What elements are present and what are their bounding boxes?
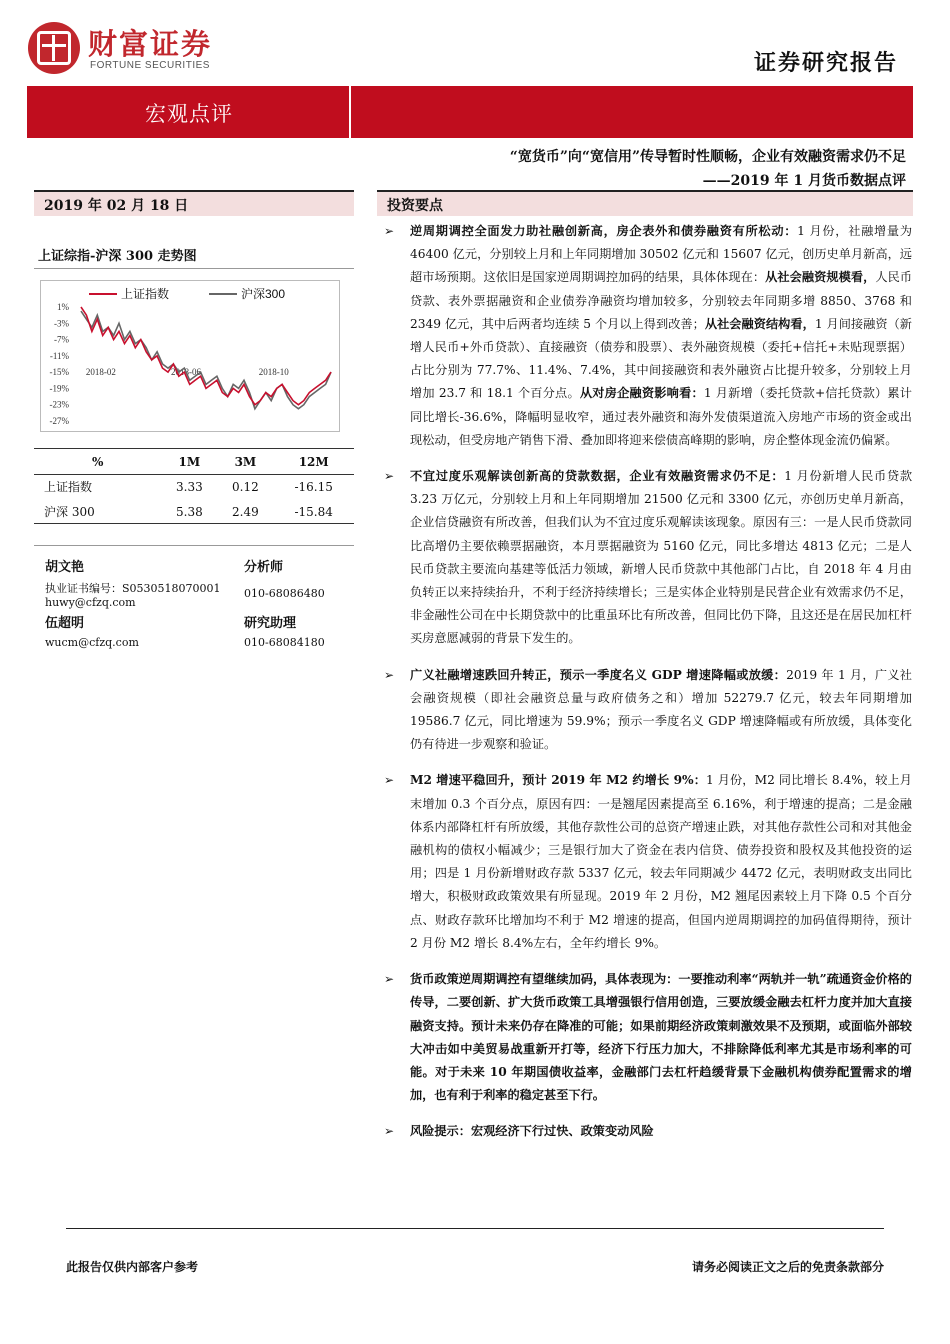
bullet-arrow-icon: ➢ xyxy=(384,224,395,238)
bullet-text: 1 月份，社融增量为 46400 亿元，分别较上月和上年同期增加 30502 亿元和 15607 亿元，创历史单月新高，远超市场预期。这依旧是国家逆周期调控加码的结果，具体体现在： xyxy=(410,224,913,285)
perf-cell: 0.12 xyxy=(232,479,259,494)
bullet-arrow-icon: ➢ xyxy=(384,773,395,788)
report-date: 2019 年 02 月 18 日 xyxy=(44,198,189,214)
analyst-email[interactable]: huwy@cfzq.com xyxy=(45,596,136,609)
bullet-text: 人民币贷款、表外票据融资和企业债券净融资均增加较多，分别较去年同期多增 8850、3768 和 2349 亿元，其中后两者均连续 5 个月以上得到改善； xyxy=(410,270,913,331)
bullet-lead: 从对房企融资影响看： xyxy=(579,386,704,401)
performance-table xyxy=(34,450,354,524)
title-banner xyxy=(27,86,913,138)
x-tick-label: 2018-06 xyxy=(171,367,202,378)
company-logo xyxy=(28,22,228,78)
perf-cell: 5.38 xyxy=(176,504,203,519)
x-tick-label: 2018-02 xyxy=(85,367,116,378)
bullet-arrow-icon: ➢ xyxy=(384,1124,395,1139)
chart-divider xyxy=(34,268,354,269)
list-item xyxy=(382,1120,912,1143)
company-name-cn: 财富证券 xyxy=(88,27,213,61)
legend-label: 沪深300 xyxy=(241,287,286,301)
perf-cell: 2.49 xyxy=(232,504,259,519)
list-item xyxy=(382,465,912,651)
perf-cell: 3.33 xyxy=(176,479,203,494)
index-chart xyxy=(40,280,340,432)
analyst-role: 分析师 xyxy=(244,560,284,575)
company-name-en: FORTUNE SECURITIES xyxy=(90,60,210,71)
x-tick-label: 2018-10 xyxy=(258,367,289,378)
y-tick-label: -11% xyxy=(49,350,69,361)
key-points-bar xyxy=(377,190,913,216)
footer-right: 请务必阅读正文之后的免责条款部分 xyxy=(691,1260,884,1274)
analyst-cert: 执业证书编号：S0530518070001 xyxy=(45,582,221,595)
analyst-phone: 010-68086480 xyxy=(244,587,325,600)
perf-cell: -15.84 xyxy=(294,504,333,519)
y-tick-label: -23% xyxy=(49,399,69,410)
bullet-text: 2019 年 1 月，广义社会融资规模（即社会融资总量与政府债务之和）增加 52279.7 亿元，较去年同期增加 19586.7 亿元，同比增速为 59.9%；预示一季度名义 GDP 增速降幅或有所放缓，具体变化仍有待进一步观察和验证。 xyxy=(410,667,912,752)
y-tick-label: -27% xyxy=(49,416,69,426)
perf-cell: 沪深 300 xyxy=(44,505,95,519)
report-headline xyxy=(510,145,906,193)
legend-label: 上证指数 xyxy=(121,287,170,301)
analyst-name: 胡文艳 xyxy=(45,560,85,575)
perf-cell: 上证指数 xyxy=(44,480,93,495)
bullet-lead: 从社会融资结构看， xyxy=(704,316,815,331)
date-bar xyxy=(34,190,354,216)
perf-table-top-rule xyxy=(34,448,354,449)
analyst-divider xyxy=(34,545,354,546)
y-tick-label: -3% xyxy=(54,318,69,329)
footer-left: 此报告仅供内部客户参考 xyxy=(66,1260,199,1274)
bullet-arrow-icon: ➢ xyxy=(384,972,395,987)
key-points-title: 投资要点 xyxy=(387,198,443,214)
bullet-text: 1 月份，M2 同比增长 8.4%，较上月末增加 0.3 个百分点，原因有四：一是翘尾因素提高至 6.16%，利于增速的提高；二是金融体系内部降杠杆有所放缓，其他存款性公司的总资产增速止跌，对其他存款性公司和对其他金融机构的债权小幅减少；三是银行加大了资金在表内信贷、债券投资和股权及其他投资的运用；四是 1 月份新增财政存款 5337 亿元，较去年同期减少 4472 亿元，表明财政支出同比增大，积极财政政策效果有所显现。2019 年 2 月份，M2 翘尾因素较上月下降 0.5 个百分点、财政存款环比增加均不利于 M2 增速的提高，但国内逆周期调控的加码值得期待，预计 2 月份 M2 增长 8.4%左右，全年约增长 9%。 xyxy=(410,773,912,950)
perf-table-bottom-rule xyxy=(34,523,354,524)
perf-header-cell: % xyxy=(34,450,161,474)
bullet-text: 1 月新增（委托贷款+信托贷款）累计同比增长-36.6%，降幅明显收窄，通过表外融资和海外发债渠道流入房地产市场的资金或出现松动，但受房地产销售下滑、叠加即将迎来偿债高峰期的影响，房企整体现金流仍偏紧。 xyxy=(410,386,912,447)
assistant-role: 研究助理 xyxy=(244,616,297,631)
assistant-email[interactable]: wucm@cfzq.com xyxy=(45,636,139,649)
y-tick-label: -7% xyxy=(54,334,69,345)
perf-cell: -16.15 xyxy=(294,479,333,494)
bullet-text: 宏观经济下行过快、政策变动风险 xyxy=(470,1124,654,1139)
bullet-lead: 从社会融资规模看， xyxy=(765,270,876,285)
list-item xyxy=(382,968,912,1107)
bullet-text: 1 月间接融资（新增人民币+外币贷款）、直接融资（债券和股票）、表外融资规模（委托+信托+未贴现票据）占比分别为 77.7%、11.4%、7.4%，其中间接融资和表外融资占比提升较多，分别较上月增加 23.7 和 18.1 个百分点。 xyxy=(410,316,912,401)
series-line xyxy=(81,311,331,409)
table-row xyxy=(34,499,354,524)
list-item xyxy=(382,664,912,757)
y-tick-label: -15% xyxy=(49,367,69,378)
bullet-lead: 逆周期调控全面发力助社融创新高，房企表外和债券融资有所松动： xyxy=(410,224,798,238)
perf-header-cell: 12M xyxy=(273,450,354,474)
headline-line2: ——2019 年 1 月货币数据点评 xyxy=(702,173,906,189)
bullet-text: 1 月份新增人民币贷款 3.23 万亿元，分别较上月和上年同期增加 21500 亿元和 3300 亿元，亦创历史单月新高，企业信贷融资有所改善，但我们认为不宜过度乐观解读该现象。原因有三：一是人民币贷款同比高增仍主要依赖票据融资，本月票据融资为 5160 亿元，同比多增达 4813 亿元；二是人民币贷款主要流向基建等低活力领域，新增人民币贷款中其他部门占比，自 2018 年 4 月由负转正以来持续抬升，不利于经济持续增长；三是实体企业特别是民营企业有效需求仍不足，非金融性公司在中长期贷款中的比重虽环比有所改善，但同比仍下降，且这还是在居民加杠杆买房意愿减弱的背景下发生的。 xyxy=(410,469,913,646)
assistant-name: 伍超明 xyxy=(45,616,85,631)
assistant-phone: 010-68084180 xyxy=(244,636,325,649)
banner-title: 宏观点评 xyxy=(145,102,233,126)
table-row xyxy=(34,474,354,499)
report-type: 证券研究报告 xyxy=(753,50,898,76)
bullet-arrow-icon: ➢ xyxy=(384,469,395,484)
bullet-lead: 风险提示： xyxy=(410,1124,471,1139)
list-item xyxy=(382,769,912,955)
key-points-list xyxy=(382,220,912,1157)
footer-rule xyxy=(66,1228,884,1229)
perf-header-cell: 1M xyxy=(161,450,217,474)
index-chart-svg xyxy=(41,281,341,433)
bullet-lead: 广义社融增速跌回升转正，预示一季度名义 GDP 增速降幅或放缓： xyxy=(410,667,787,682)
logo-emblem-icon xyxy=(28,22,80,74)
headline-line1: “宽货币”向“宽信用”传导暂时性顺畅，企业有效融资需求仍不足 xyxy=(509,149,906,165)
bullet-lead: M2 增速平稳回升，预计 2019 年 M2 约增长 9%： xyxy=(410,773,707,788)
series-line xyxy=(81,307,331,405)
y-tick-label: 1% xyxy=(57,302,69,312)
y-tick-label: -19% xyxy=(49,383,69,394)
bullet-text: 货币政策逆周期调控有望继续加码，具体表现为：一要推动利率“两轨并一轨”疏通资金价格的传导，二要创新、扩大货币政策工具增强银行信用创造，三要放缓金融去杠杆力度并加大直接融资支持。预计未来仍存在降准的可能；如果前期经济政策刺激效果不及预期，或面临外部较大冲击如中美贸易战重新开打等，经济下行压力加大，不排除降低利率尤其是市场利率的可能。对于未来 10 年期国债收益率，金融部门去杠杆趋缓背景下金融机构债券配置需求的增加，也有利于利率的稳定甚至下行。 xyxy=(410,972,912,1103)
bullet-arrow-icon: ➢ xyxy=(384,667,395,682)
perf-header-row xyxy=(34,450,354,474)
bullet-lead: 不宜过度乐观解读创新高的贷款数据，企业有效融资需求仍不足： xyxy=(410,469,785,484)
chart-title: 上证综指-沪深 300 走势图 xyxy=(38,249,197,264)
perf-header-cell: 3M xyxy=(217,450,273,474)
list-item xyxy=(382,220,912,452)
